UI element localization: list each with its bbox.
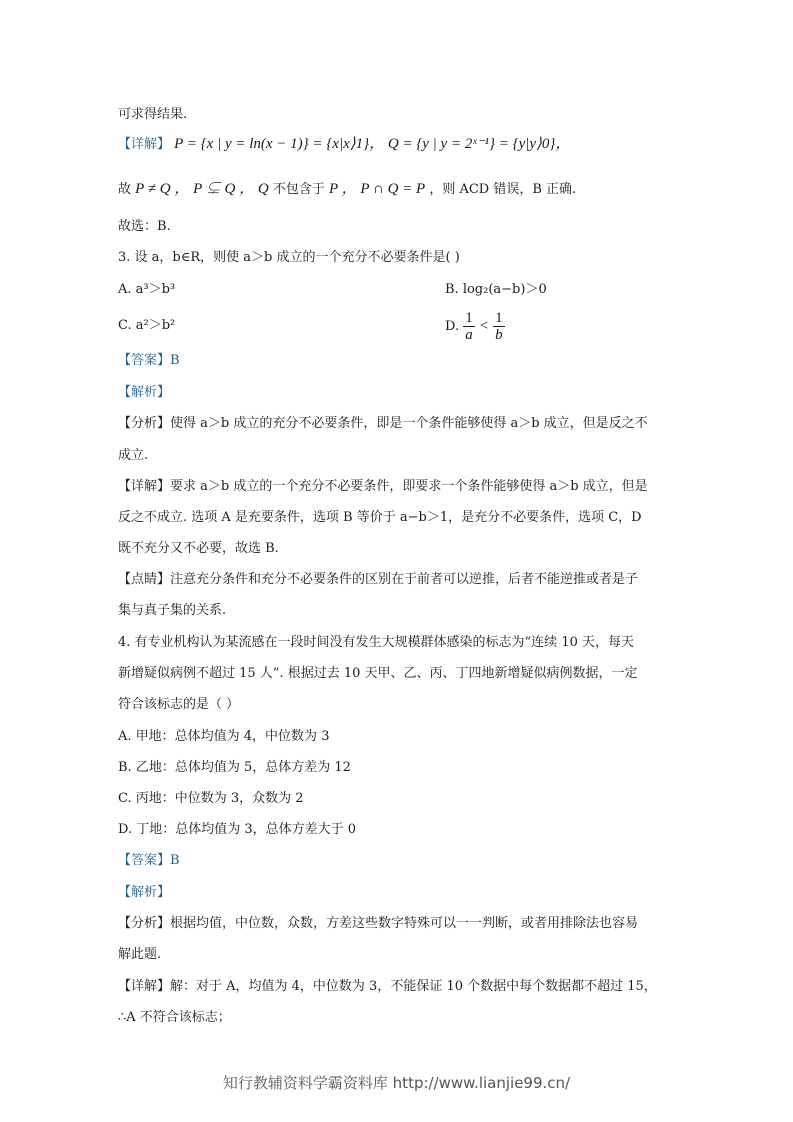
footer-watermark: 知行教辅资料学霸资料库 http://www.lianjie99.cn/ (222, 1074, 571, 1092)
detail-3-line-1: 【详解】要求 a＞b 成立的一个充分不必要条件，即要求一个条件能够使得 a＞b 成立，但是 (118, 479, 648, 494)
text-span: 不包含于 (272, 182, 325, 197)
text-line: 可求得结果. (118, 107, 188, 122)
q4-option-d: D. 丁地：总体均值为 3，总体方差大于 0 (118, 822, 357, 837)
detail-tag: 【详解】 (118, 137, 171, 152)
analysis-4-line-2: 解此题. (118, 947, 162, 962)
analysis-heading-3: 【解析】 (118, 385, 171, 400)
analysis-3-line-2: 成立. (118, 448, 149, 463)
analysis-3-line-1: 【分析】使得 a＞b 成立的充分不必要条件，即是一个条件能够使得 a＞b 成立，但是反之不 (118, 416, 648, 431)
analysis-4-line-1: 【分析】根据均值，中位数，众数，方差这些数字特殊可以一一判断，或者用排除法也容易 (118, 916, 639, 931)
question-3: 3. 设 a，b∈R，则使 a＞b 成立的一个充分不必要条件是( ) (118, 250, 460, 265)
option-d (445, 310, 505, 343)
answer-3: 【答案】B (118, 353, 180, 368)
detail-4-line-1: 【详解】解：对于 A，均值为 4，中位数为 3，不能保证 10 个数据中每个数据都不超过 15， (118, 979, 657, 994)
fraction-1-over-a (463, 310, 475, 343)
text-span: ，则 ACD 错误，B 正确. (429, 182, 577, 197)
fraction-numerator: 1 (495, 310, 503, 326)
fraction-denominator: b (495, 327, 503, 343)
less-than: < (478, 318, 489, 334)
option-a: A. a³＞b³ (118, 282, 176, 297)
fraction-denominator: a (465, 327, 473, 343)
detail-4-line-2: ∴A 不符合该标志； (118, 1010, 231, 1025)
q4-option-b: B. 乙地：总体均值为 5，总体方差为 12 (118, 760, 351, 775)
comment-3-line-2: 集与真子集的关系. (118, 603, 227, 618)
option-d-label: D. (445, 319, 460, 334)
q4-option-a: A. 甲地：总体均值为 4，中位数为 3 (118, 729, 330, 744)
math-span: P ≠ Q ， P ⊊ Q ， Q (135, 181, 269, 197)
math-span: P ， P ∩ Q = P (328, 181, 426, 197)
detail-3-line-3: 既不充分又不必要，故选 B. (118, 541, 279, 556)
detail-3-line-2: 反之不成立. 选项 A 是充要条件，选项 B 等价于 a−b＞1，是充分不必要条件，选项 C，D (118, 510, 642, 525)
answer-4: 【答案】B (118, 853, 180, 868)
fraction-1-over-b (493, 310, 505, 343)
option-b: B. log₂(a−b)＞0 (445, 282, 547, 297)
question-4-line-3: 符合该标志的是（ ） (118, 697, 240, 712)
comment-3-line-1: 【点睛】注意充分条件和充分不必要条件的区别在于前者可以逆推，后者不能逆推或者是子 (118, 572, 639, 587)
q4-option-c: C. 丙地：中位数为 3，众数为 2 (118, 791, 304, 806)
question-4-line-1: 4. 有专业机构认为某流感在一段时间没有发生大规模群体感染的标志为“连续 10 天，每天 (118, 635, 634, 650)
detail-line (118, 135, 570, 154)
question-4-line-2: 新增疑似病例不超过 15 人”. 根据过去 10 天甲、乙、丙、丁四地新增疑似病例数据，一定 (118, 666, 638, 681)
fraction-numerator: 1 (465, 310, 473, 326)
analysis-heading-4: 【解析】 (118, 885, 171, 900)
text-line (118, 180, 576, 199)
text-span: 故 (118, 182, 132, 197)
set-equation: P = {x | y = ln(x − 1)} = {x|x⟩1}， Q = {y | y = 2ˣ⁻¹} = {y|y⟩0}， (174, 136, 571, 152)
text-line: 故选：B. (118, 219, 171, 234)
option-c: C. a²＞b² (118, 318, 176, 333)
